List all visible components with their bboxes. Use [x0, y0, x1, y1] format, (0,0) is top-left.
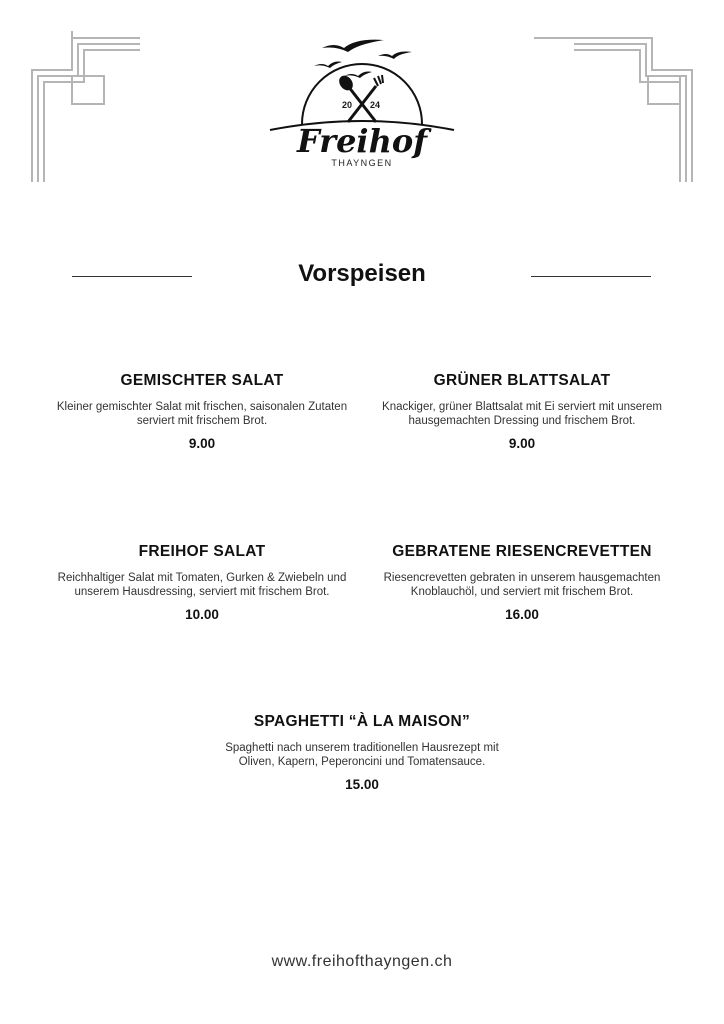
heading-divider-right	[531, 276, 651, 277]
website-link[interactable]: www.freihofthayngen.ch	[271, 953, 453, 970]
menu-item	[367, 372, 677, 451]
logo-name: Freihof	[297, 122, 427, 160]
dish-price: 15.00	[345, 777, 379, 792]
dish-name: GEMISCHTER SALAT	[120, 372, 284, 389]
dish-name: FREIHOF SALAT	[138, 543, 266, 560]
corner-ornament-left	[0, 0, 140, 190]
menu-item	[367, 543, 677, 622]
logo-year-right: 24	[370, 100, 381, 110]
logo-subtitle: THAYNGEN	[331, 158, 393, 168]
dish-description: Knackiger, grüner Blattsalat mit Ei serviert mit unserem hausgemachten Dressing und frischem Brot.	[382, 401, 662, 427]
section-title: Vorspeisen	[298, 260, 426, 287]
menu-item	[47, 543, 357, 622]
dish-description: Spaghetti nach unserem traditionellen Hausrezept mit Oliven, Kapern, Peperoncini und Tomatensauce.	[225, 742, 499, 768]
logo-year-left: 20	[342, 100, 353, 110]
dish-description: Reichhaltiger Salat mit Tomaten, Gurken & Zwiebeln und unserem Hausdressing, serviert mit frischem Brot.	[57, 572, 347, 598]
dish-price: 9.00	[188, 436, 216, 451]
dish-description: Kleiner gemischter Salat mit frischen, saisonalen Zutaten serviert mit frischem Brot.	[56, 401, 348, 427]
dish-name: GRÜNER BLATTSALAT	[433, 372, 611, 389]
menu-item	[207, 713, 517, 792]
dish-description: Riesencrevetten gebraten in unserem hausgemachten Knoblauchöl, und serviert mit frischem Brot.	[383, 572, 661, 598]
dish-price: 10.00	[185, 607, 219, 622]
menu-item	[47, 372, 357, 451]
dish-name: SPAGHETTI “À LA MAISON”	[253, 713, 471, 730]
dish-price: 16.00	[505, 607, 539, 622]
restaurant-logo	[262, 34, 462, 184]
dish-name: GEBRATENE RIESENCREVETTEN	[392, 543, 652, 560]
corner-ornament-right	[534, 0, 724, 190]
dish-price: 9.00	[508, 436, 536, 451]
